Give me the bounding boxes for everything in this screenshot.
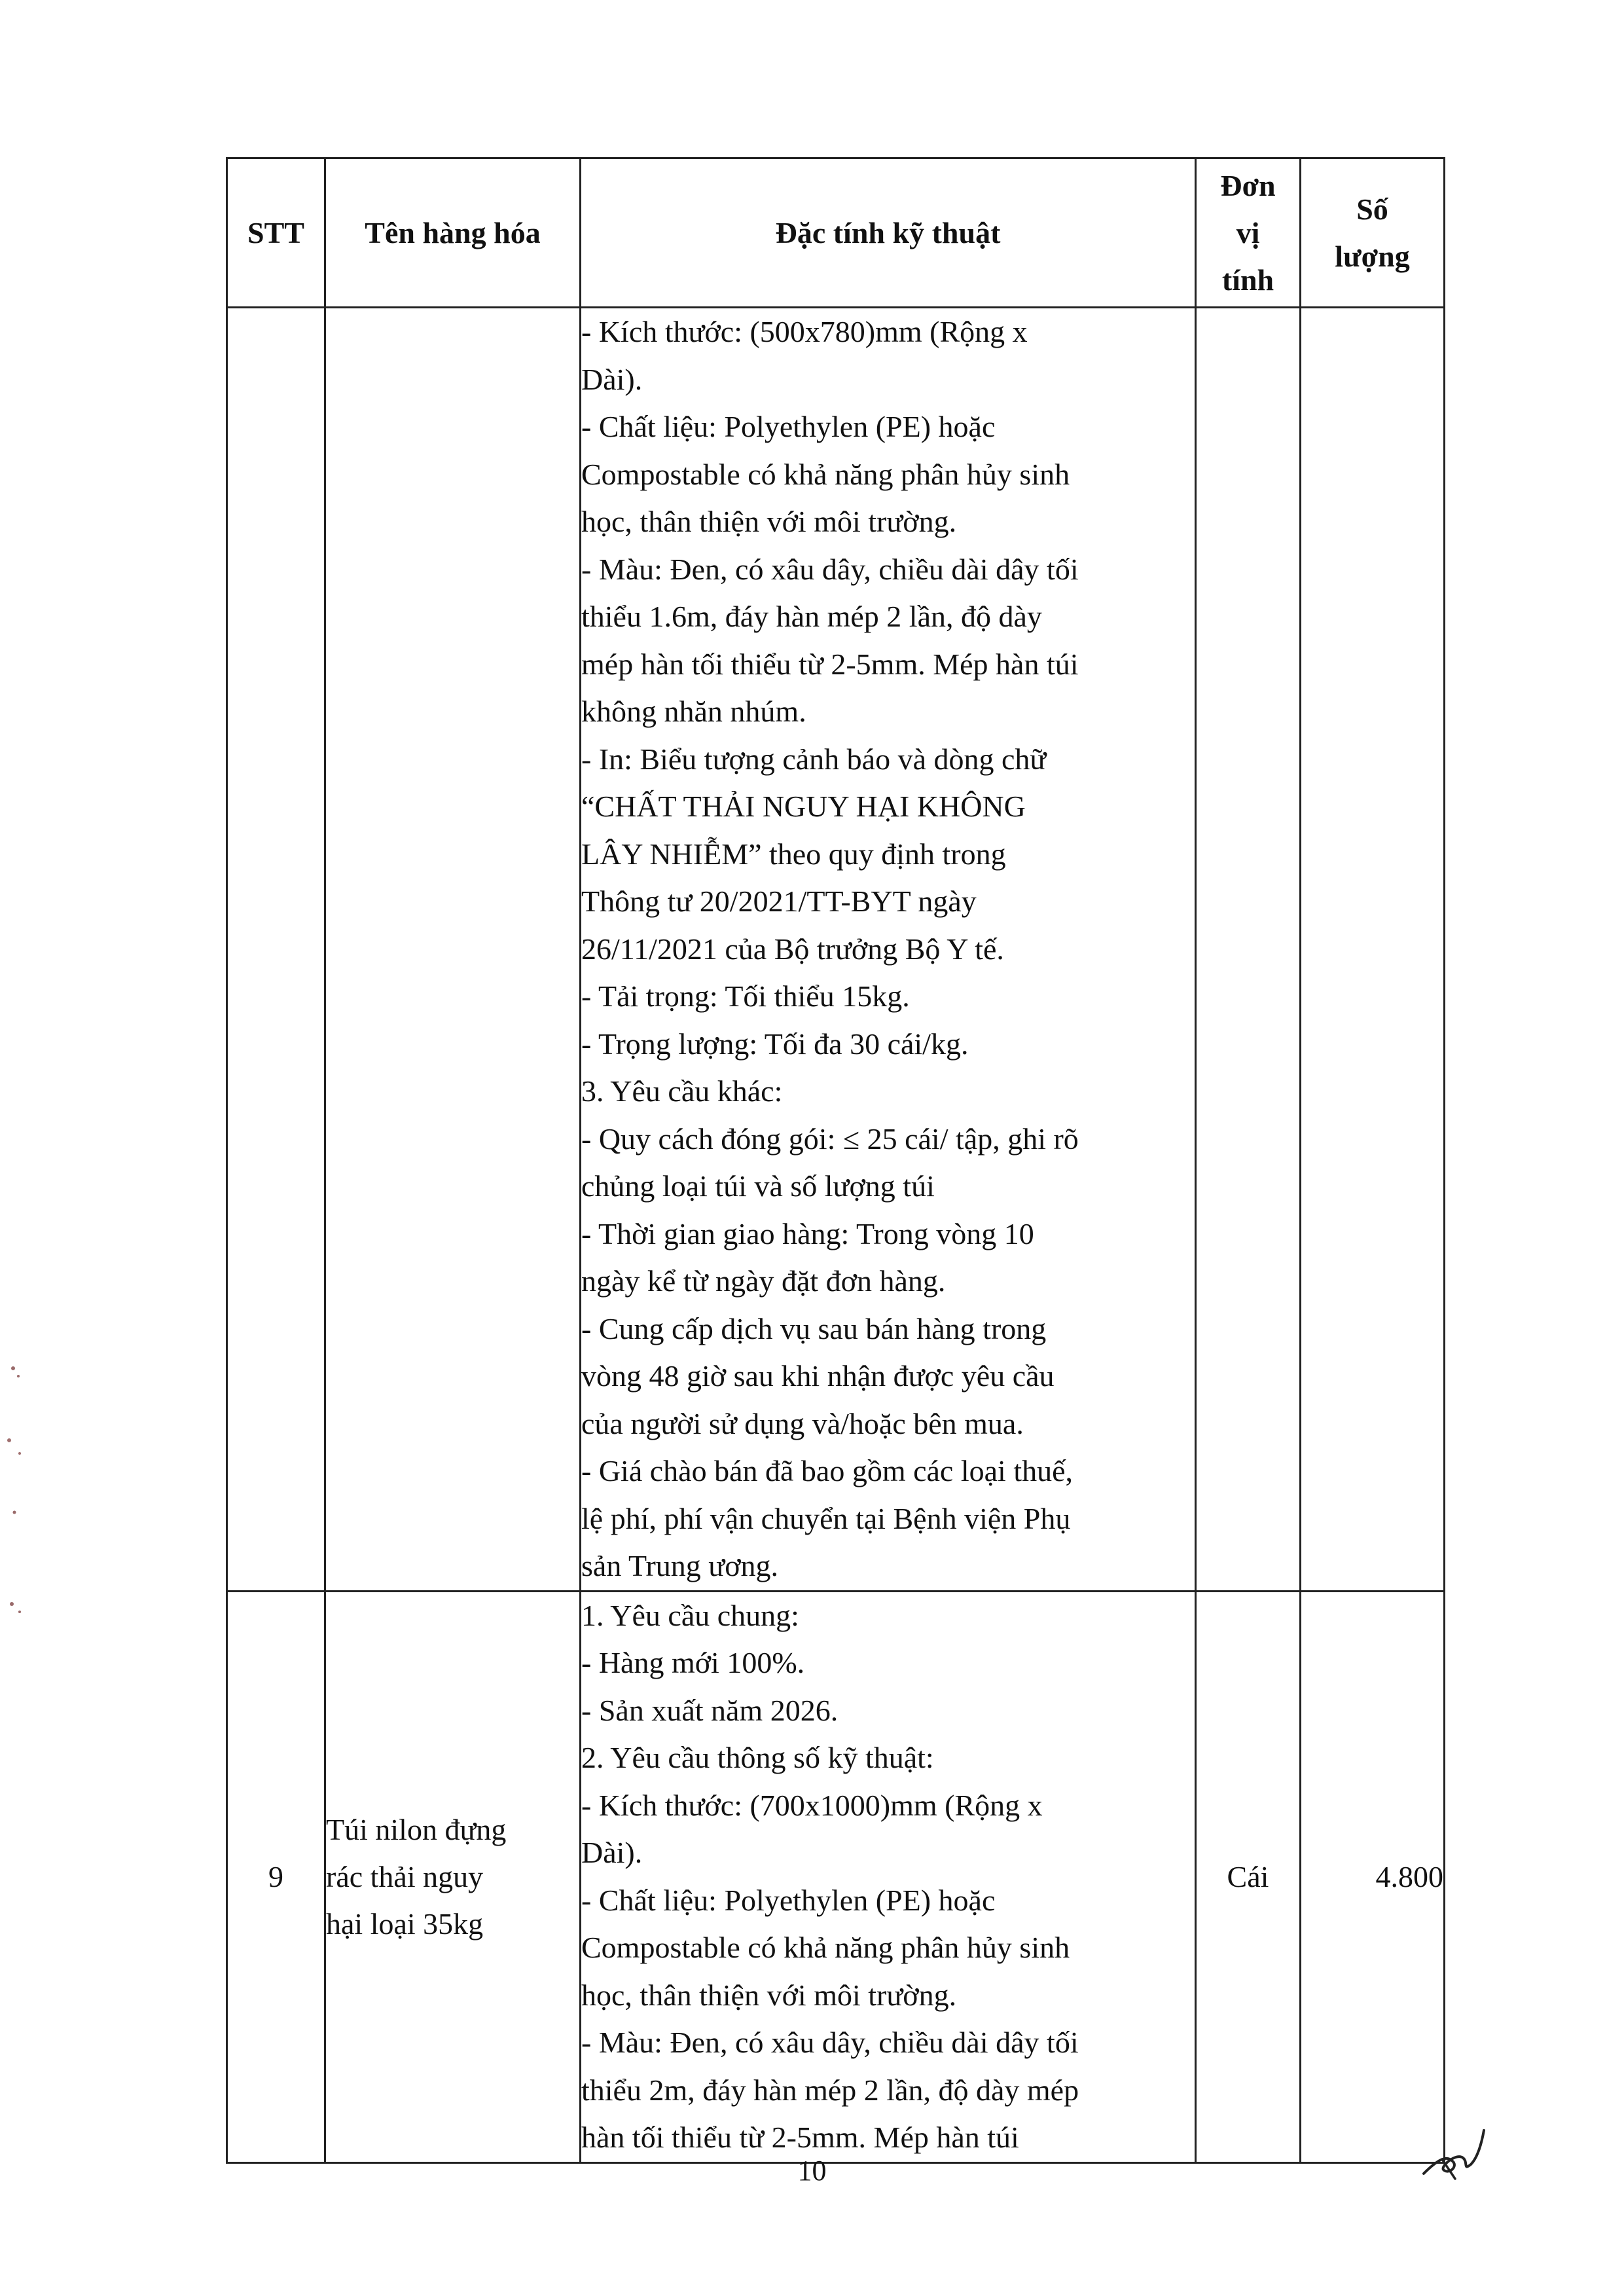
- spec-line: Compostable có khả năng phân hủy sinh: [581, 1931, 1070, 1964]
- header-unit: [1196, 158, 1301, 308]
- header-unit-line: vị: [1236, 215, 1260, 249]
- spec-line: - Chất liệu: Polyethylen (PE) hoặc: [581, 1883, 996, 1917]
- spec-line: ngày kể từ ngày đặt đơn hàng.: [581, 1264, 946, 1298]
- cell-quantity: 4.800: [1301, 1591, 1445, 2162]
- spec-line: - Kích thước: (500x780)mm (Rộng x: [581, 315, 1028, 348]
- item-name-text: [326, 1806, 579, 1948]
- spec-line: - Giá chào bán đã bao gồm các loại thuế,: [581, 1454, 1074, 1487]
- signature-mark: [1417, 2121, 1489, 2193]
- spec-line: Thông tư 20/2021/TT-BYT ngày: [581, 884, 977, 918]
- page-number: 10: [797, 2155, 827, 2187]
- scan-speckle-marks: [0, 1342, 39, 1656]
- spec-line: - In: Biểu tượng cảnh báo và dòng chữ: [581, 742, 1047, 776]
- spec-line: - Sản xuất năm 2026.: [581, 1693, 839, 1727]
- spec-line: - Quy cách đóng gói: ≤ 25 cái/ tập, ghi rõ: [581, 1121, 1079, 1156]
- header-quantity-line: lượng: [1335, 239, 1410, 273]
- specification-table: [226, 157, 1445, 2164]
- spec-line: chủng loại túi và số lượng túi: [581, 1169, 935, 1203]
- table-row-item-9: [227, 1591, 1445, 2162]
- spec-line: không nhăn nhúm.: [581, 695, 806, 728]
- cell-unit: [1196, 308, 1301, 1592]
- spec-line: - Kích thước: (700x1000)mm (Rộng x: [581, 1788, 1043, 1822]
- spec-line: học, thân thiện với môi trường.: [581, 1978, 957, 2012]
- spec-line: 1. Yêu cầu chung:: [581, 1598, 799, 1632]
- spec-line: - Hàng mới 100%.: [581, 1646, 805, 1679]
- spec-line: mép hàn tối thiểu từ 2-5mm. Mép hàn túi: [581, 647, 1079, 681]
- cell-stt: [227, 308, 325, 1592]
- spec-text-block: [581, 1592, 1195, 2162]
- cell-quantity: [1301, 308, 1445, 1592]
- header-stt: STT: [227, 158, 325, 308]
- cell-stt: 9: [227, 1591, 325, 2162]
- spec-line: - Tải trọng: Tối thiểu 15kg.: [581, 979, 910, 1013]
- spec-line: LÂY NHIỄM” theo quy định trong: [581, 837, 1006, 871]
- spec-line: - Trọng lượng: Tối đa 30 cái/kg.: [581, 1027, 969, 1061]
- spec-line: hàn tối thiểu từ 2-5mm. Mép hàn túi: [581, 2121, 1019, 2154]
- spec-line: Compostable có khả năng phân hủy sinh: [581, 457, 1070, 491]
- header-unit-line: Đơn: [1220, 168, 1276, 202]
- item-name-line: Túi nilon đựng: [326, 1812, 507, 1846]
- cell-item-name: [325, 1591, 581, 2162]
- header-quantity-line: Số: [1356, 192, 1388, 226]
- spec-text-block: [581, 308, 1195, 1590]
- spec-line: sản Trung ương.: [581, 1549, 779, 1582]
- spec-line: - Cung cấp dịch vụ sau bán hàng trong: [581, 1311, 1047, 1345]
- cell-technical-spec: [581, 1591, 1196, 2162]
- header-item-name: Tên hàng hóa: [325, 158, 581, 308]
- spec-line: “CHẤT THẢI NGUY HẠI KHÔNG: [581, 790, 1026, 823]
- spec-line: Dài).: [581, 1836, 643, 1869]
- header-unit-line: tính: [1221, 263, 1274, 297]
- spec-line: 26/11/2021 của Bộ trưởng Bộ Y tế.: [581, 932, 1004, 966]
- spec-line: 2. Yêu cầu thông số kỹ thuật:: [581, 1741, 934, 1774]
- header-quantity: [1301, 158, 1445, 308]
- spec-line: - Thời gian giao hàng: Trong vòng 10: [581, 1216, 1034, 1250]
- spec-line: Dài).: [581, 362, 643, 396]
- item-name-line: hại loại 35kg: [326, 1906, 484, 1941]
- spec-line: vòng 48 giờ sau khi nhận được yêu cầu: [581, 1359, 1055, 1393]
- spec-line: thiểu 2m, đáy hàn mép 2 lần, độ dày mép: [581, 2073, 1079, 2107]
- header-technical-spec: Đặc tính kỹ thuật: [581, 158, 1196, 308]
- cell-item-name: [325, 308, 581, 1592]
- spec-line: 3. Yêu cầu khác:: [581, 1074, 783, 1108]
- table-row-continuation: [227, 308, 1445, 1592]
- table-header-row: [227, 158, 1445, 308]
- spec-line: thiểu 1.6m, đáy hàn mép 2 lần, độ dày: [581, 600, 1042, 633]
- spec-line: lệ phí, phí vận chuyển tại Bệnh viện Phụ: [581, 1501, 1071, 1535]
- spec-line: - Màu: Đen, có xâu dây, chiều dài dây tối: [581, 552, 1079, 586]
- spec-line: - Chất liệu: Polyethylen (PE) hoặc: [581, 410, 996, 443]
- spec-line: học, thân thiện với môi trường.: [581, 505, 957, 538]
- cell-technical-spec: [581, 308, 1196, 1592]
- item-name-line: rác thải nguy: [326, 1859, 484, 1893]
- spec-line: - Màu: Đen, có xâu dây, chiều dài dây tối: [581, 2026, 1079, 2059]
- spec-line: của người sử dụng và/hoặc bên mua.: [581, 1406, 1024, 1440]
- cell-unit: Cái: [1196, 1591, 1301, 2162]
